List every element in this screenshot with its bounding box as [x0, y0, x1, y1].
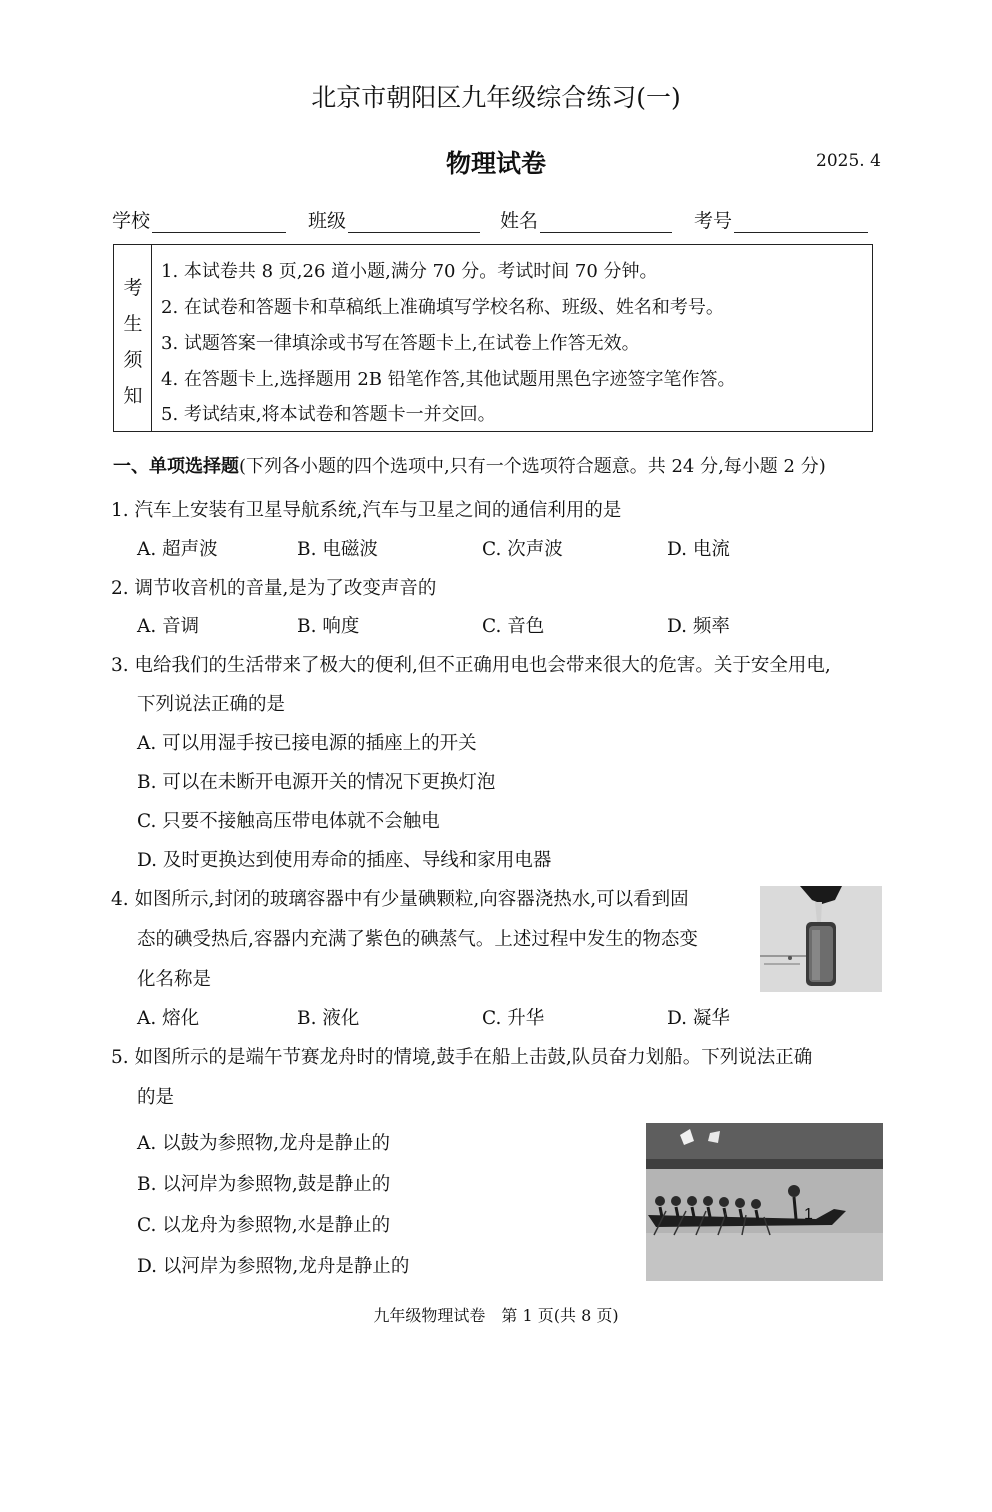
q3-option-d[interactable]: D. 及时更换达到使用寿命的插座、导线和家用电器 [137, 850, 552, 871]
q1-option-d[interactable]: D. 电流 [667, 539, 730, 560]
class-blank[interactable] [348, 210, 480, 233]
q4-option-d[interactable]: D. 凝华 [667, 1008, 730, 1029]
page-footer: 九年级物理试卷 第 1 页(共 8 页) [373, 1306, 619, 1325]
q1-option-b[interactable]: B. 电磁波 [297, 539, 378, 560]
q1-option-c[interactable]: C. 次声波 [482, 539, 563, 560]
name-field[interactable] [500, 206, 672, 233]
notice-heading [114, 245, 152, 431]
q3-option-a[interactable]: A. 可以用湿手按已接电源的插座上的开关 [137, 733, 477, 754]
q5-option-a[interactable]: A. 以鼓为参照物,龙舟是静止的 [137, 1133, 391, 1154]
question-5-stem-cont: 的是 [137, 1087, 175, 1108]
exam-number-blank[interactable] [734, 210, 868, 233]
question-4-stem-cont: 态的碘受热后,容器内充满了紫色的碘蒸气。上述过程中发生的物态变 [137, 929, 698, 950]
iodine-container-photo [760, 886, 882, 992]
exam-subtitle: 物理试卷 [445, 149, 546, 178]
notice-heading-char: 知 [123, 385, 143, 407]
q1-option-a[interactable]: A. 超声波 [137, 539, 218, 560]
exam-number-field[interactable] [694, 206, 868, 233]
question-3-stem-cont: 下列说法正确的是 [137, 694, 286, 715]
notice-item: 3. 试题答案一律填涂或书写在答题卡上,在试卷上作答无效。 [161, 333, 640, 354]
question-5-stem: 5. 如图所示的是端午节赛龙舟时的情境,鼓手在船上击鼓,队员奋力划船。下列说法正确 [111, 1047, 813, 1068]
q5-option-b[interactable]: B. 以河岸为参照物,鼓是静止的 [137, 1174, 391, 1195]
name-label: 姓名 [500, 210, 539, 232]
q5-option-d[interactable]: D. 以河岸为参照物,龙舟是静止的 [137, 1256, 410, 1277]
boat-number-label: 1 [804, 1206, 813, 1223]
section-heading [113, 452, 826, 478]
q2-option-a[interactable]: A. 音调 [137, 616, 200, 637]
dragon-boat-photo [646, 1123, 883, 1281]
q4-option-a[interactable]: A. 熔化 [137, 1008, 200, 1029]
notice-item: 2. 在试卷和答题卡和草稿纸上准确填写学校名称、班级、姓名和考号。 [161, 297, 724, 318]
q3-option-b[interactable]: B. 可以在未断开电源开关的情况下更换灯泡 [137, 772, 496, 793]
q4-option-b[interactable]: B. 液化 [297, 1008, 360, 1029]
notice-item: 4. 在答题卡上,选择题用 2B 铅笔作答,其他试题用黑色字迹签字笔作答。 [161, 369, 736, 390]
q2-option-d[interactable]: D. 频率 [667, 616, 730, 637]
notice-heading-char: 须 [123, 349, 143, 371]
exam-date: 2025. 4 [816, 151, 881, 171]
section-title: 一、单项选择题 [113, 456, 239, 477]
school-label: 学校 [112, 210, 151, 232]
question-4-stem-cont: 化名称是 [137, 969, 212, 990]
q4-option-c[interactable]: C. 升华 [482, 1008, 545, 1029]
candidate-notice-box [113, 244, 873, 432]
q2-option-c[interactable]: C. 音色 [482, 616, 545, 637]
q2-option-b[interactable]: B. 响度 [297, 616, 360, 637]
question-3-stem: 3. 电给我们的生活带来了极大的便利,但不正确用电也会带来很大的危害。关于安全用电, [111, 655, 831, 676]
notice-heading-char: 生 [123, 313, 143, 335]
q5-option-c[interactable]: C. 以龙舟为参照物,水是静止的 [137, 1215, 391, 1236]
exam-title: 北京市朝阳区九年级综合练习(一) [311, 83, 681, 112]
question-4-stem: 4. 如图所示,封闭的玻璃容器中有少量碘颗粒,向容器浇热水,可以看到固 [111, 889, 689, 910]
question-2-stem: 2. 调节收音机的音量,是为了改变声音的 [111, 578, 437, 599]
question-1-stem: 1. 汽车上安装有卫星导航系统,汽车与卫星之间的通信利用的是 [111, 500, 622, 521]
school-field[interactable] [112, 206, 286, 233]
class-field[interactable] [308, 206, 480, 233]
section-description: (下列各小题的四个选项中,只有一个选项符合题意。共 24 分,每小题 2 分) [239, 456, 826, 477]
student-info-row [112, 206, 872, 236]
class-label: 班级 [308, 210, 347, 232]
q3-option-c[interactable]: C. 只要不接触高压带电体就不会触电 [137, 811, 440, 832]
notice-item: 1. 本试卷共 8 页,26 道小题,满分 70 分。考试时间 70 分钟。 [161, 261, 658, 282]
school-blank[interactable] [152, 210, 286, 233]
notice-heading-char: 考 [123, 277, 143, 299]
name-blank[interactable] [540, 210, 672, 233]
notice-item: 5. 考试结束,将本试卷和答题卡一并交回。 [161, 404, 496, 425]
exam-number-label: 考号 [694, 210, 733, 232]
